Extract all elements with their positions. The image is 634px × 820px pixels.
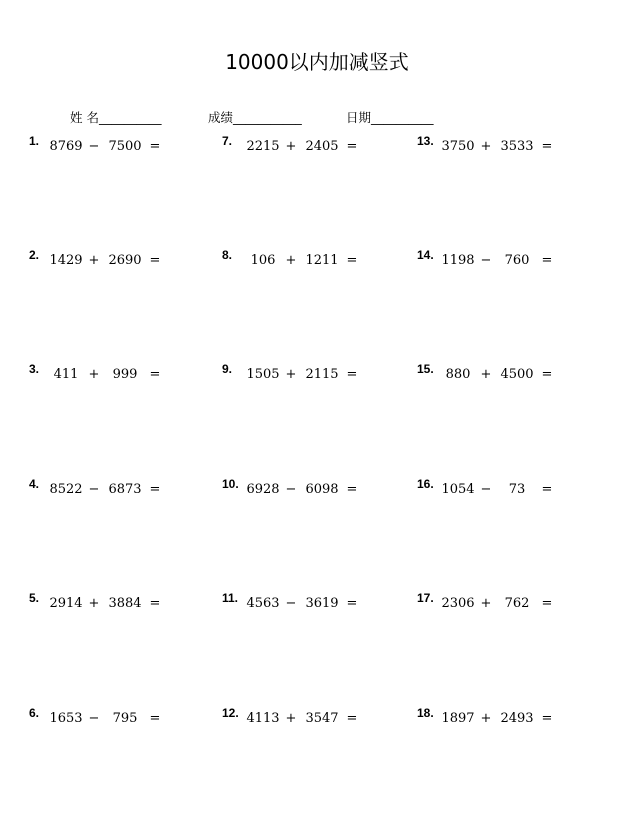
second-operand: 4500	[500, 367, 534, 382]
first-operand: 1653	[49, 711, 83, 726]
second-operand: 2690	[108, 253, 142, 268]
problem-number: 5.	[29, 591, 40, 605]
problem-expression	[441, 139, 557, 154]
equals-sign: =	[149, 367, 161, 382]
second-operand: 999	[112, 367, 138, 382]
operator: −	[480, 253, 492, 268]
first-operand: 8769	[49, 139, 83, 154]
first-operand: 4563	[246, 596, 280, 611]
equals-sign: =	[541, 367, 553, 382]
first-operand: 2215	[246, 139, 280, 154]
operator: −	[285, 596, 297, 611]
problem-number: 10.	[222, 477, 239, 491]
problem-item	[0, 591, 634, 613]
problem-number: 18.	[417, 706, 434, 720]
second-operand: 3884	[108, 596, 142, 611]
second-operand: 1211	[305, 253, 339, 268]
problem-number: 1.	[29, 134, 40, 148]
problem-number: 8.	[222, 248, 233, 262]
first-operand: 8522	[49, 482, 83, 497]
equals-sign: =	[149, 711, 161, 726]
problem-number: 2.	[29, 248, 40, 262]
second-operand: 6098	[305, 482, 339, 497]
problem-expression	[441, 253, 557, 268]
operator: +	[285, 139, 297, 154]
operator: +	[480, 367, 492, 382]
first-operand: 2306	[441, 596, 475, 611]
operator: +	[285, 367, 297, 382]
operator: +	[480, 711, 492, 726]
student-info-row	[0, 108, 634, 128]
operator: +	[480, 139, 492, 154]
first-operand: 106	[250, 253, 276, 268]
problem-number: 3.	[29, 362, 40, 376]
problem-item	[0, 362, 634, 384]
equals-sign: =	[541, 253, 553, 268]
second-operand: 73	[508, 482, 526, 497]
problem-number: 14.	[417, 248, 434, 262]
equals-sign: =	[149, 596, 161, 611]
problem-number: 13.	[417, 134, 434, 148]
operator: −	[285, 482, 297, 497]
first-operand: 6928	[246, 482, 280, 497]
problem-expression	[441, 711, 557, 726]
second-operand: 3547	[305, 711, 339, 726]
first-operand: 2914	[49, 596, 83, 611]
equals-sign: =	[149, 253, 161, 268]
operator: +	[285, 711, 297, 726]
equals-sign: =	[346, 596, 358, 611]
operator: −	[88, 139, 100, 154]
problem-number: 12.	[222, 706, 239, 720]
first-operand: 1429	[49, 253, 83, 268]
operator: −	[480, 482, 492, 497]
operator: +	[88, 253, 100, 268]
equals-sign: =	[149, 139, 161, 154]
operator: −	[88, 711, 100, 726]
first-operand: 1897	[441, 711, 475, 726]
problem-item	[0, 248, 634, 270]
problem-number: 15.	[417, 362, 434, 376]
second-operand: 7500	[108, 139, 142, 154]
equals-sign: =	[149, 482, 161, 497]
second-operand: 3619	[305, 596, 339, 611]
first-operand: 1054	[441, 482, 475, 497]
operator: +	[88, 596, 100, 611]
name-field: 姓 名__________	[70, 110, 162, 125]
problem-number: 4.	[29, 477, 40, 491]
problem-expression	[441, 482, 557, 497]
operator: +	[480, 596, 492, 611]
equals-sign: =	[541, 711, 553, 726]
second-operand: 2405	[305, 139, 339, 154]
problem-expression	[441, 367, 557, 382]
problem-number: 16.	[417, 477, 434, 491]
score-field: 成绩___________	[208, 110, 302, 125]
equals-sign: =	[346, 482, 358, 497]
second-operand: 760	[504, 253, 530, 268]
equals-sign: =	[346, 367, 358, 382]
problem-number: 7.	[222, 134, 233, 148]
equals-sign: =	[346, 253, 358, 268]
second-operand: 2493	[500, 711, 534, 726]
equals-sign: =	[346, 139, 358, 154]
first-operand: 3750	[441, 139, 475, 154]
problem-item	[0, 477, 634, 499]
equals-sign: =	[346, 711, 358, 726]
equals-sign: =	[541, 482, 553, 497]
first-operand: 880	[445, 367, 471, 382]
problem-number: 9.	[222, 362, 233, 376]
operator: +	[88, 367, 100, 382]
problem-item	[0, 706, 634, 728]
operator: −	[88, 482, 100, 497]
equals-sign: =	[541, 139, 553, 154]
operator: +	[285, 253, 297, 268]
problem-number: 17.	[417, 591, 434, 605]
equals-sign: =	[541, 596, 553, 611]
problem-number: 11.	[222, 591, 239, 605]
problem-item	[0, 134, 634, 156]
first-operand: 1505	[246, 367, 280, 382]
second-operand: 795	[112, 711, 138, 726]
first-operand: 411	[53, 367, 79, 382]
worksheet-title: 10000以内加减竖式	[225, 50, 409, 74]
first-operand: 4113	[246, 711, 280, 726]
second-operand: 762	[504, 596, 530, 611]
date-field: 日期__________	[346, 110, 434, 125]
problem-number: 6.	[29, 706, 40, 720]
second-operand: 3533	[500, 139, 534, 154]
second-operand: 6873	[108, 482, 142, 497]
first-operand: 1198	[441, 253, 475, 268]
second-operand: 2115	[305, 367, 339, 382]
problem-expression	[441, 596, 557, 611]
